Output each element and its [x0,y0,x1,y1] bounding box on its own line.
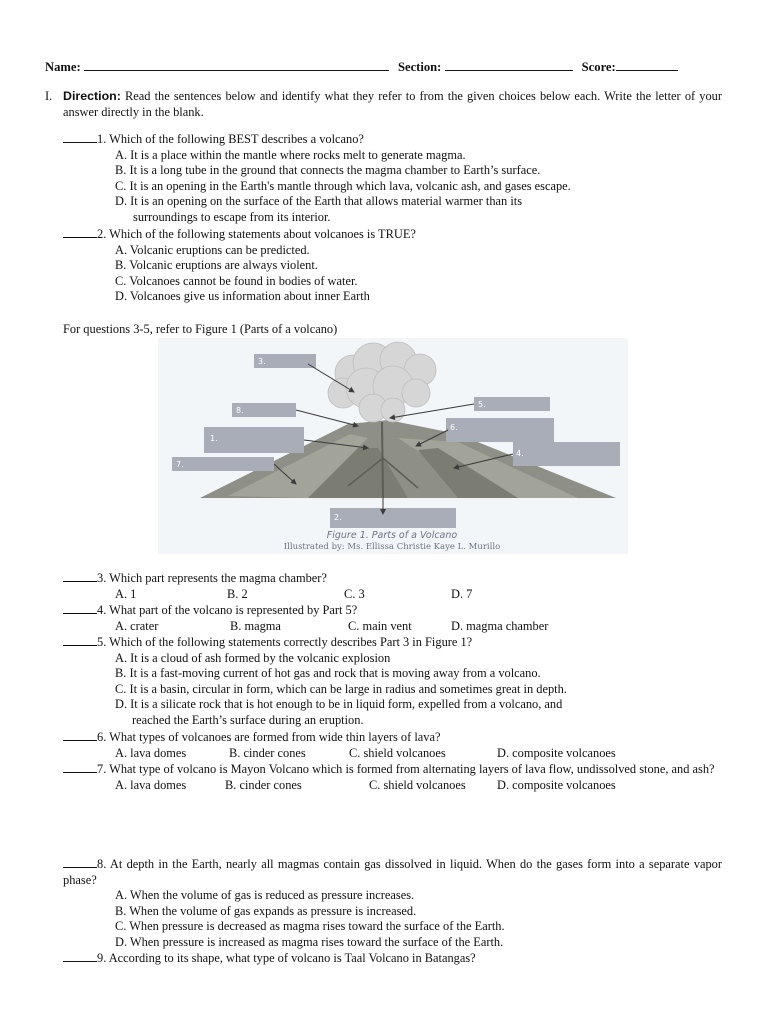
question-9-stem: 9. According to its shape, what type of volcano is Taal Volcano in Batangas? [97,951,476,965]
choice-a: A. crater [115,618,159,633]
name-blank[interactable] [84,59,389,71]
choice-a: A. When the volume of gas is reduced as pressure increases. [115,888,415,903]
figure-label-7: 7. [176,460,184,469]
figure-credit: Illustrated by: Ms. Ellissa Christie Kaye L. Murillo [283,542,501,552]
label-box-2 [330,508,456,528]
choice-c: C. Volcanoes cannot be found in bodies of water. [115,273,358,288]
question-3-stem: 3. Which part represents the magma chamber? [97,571,327,585]
choice-a: A. Volcanic eruptions can be predicted. [115,242,310,257]
answer-blank-8[interactable] [63,856,97,868]
answer-blank-2[interactable] [63,226,97,238]
section-blank[interactable] [445,59,573,71]
choice-d-continuation: reached the Earth’s surface during an eruption. [132,712,364,727]
section-label: Section: [397,60,442,74]
question-2-stem: 2. Which of the following statements about volcanoes is TRUE? [97,227,416,241]
question-7-stem: 7. What type of volcano is Mayon Volcano which is formed from alternating layers of lava flow, undissolved stone, and ash? [97,762,715,776]
question-6 [63,729,722,762]
score-blank[interactable] [616,59,678,71]
choice-c: C. shield volcanoes [369,777,466,792]
question-6-choices [115,746,722,762]
volcano-diagram [158,338,628,554]
question-8-choices [115,888,722,950]
score-label: Score: [581,60,616,74]
answer-blank-5[interactable] [63,634,97,646]
figure-label-3: 3. [258,357,266,366]
answer-blank-1[interactable] [63,131,97,143]
choice-d: D. composite volcanoes [497,777,616,792]
question-7 [63,761,722,794]
answer-blank-6[interactable] [63,729,97,741]
figure-label-5: 5. [478,400,486,409]
question-5-stem: 5. Which of the following statements correctly describes Part 3 in Figure 1? [97,635,473,649]
choice-d-text: D. It is a silicate rock that is hot enough to be in liquid form, expelled from a volcano, and [115,697,563,712]
directions-text [63,89,722,120]
choice-b: B. Volcanic eruptions are always violent. [115,258,318,273]
question-8-stem: 8. At depth in the Earth, nearly all magmas contain gas dissolved in liquid. When do the gases form into a separate vapor phase? [63,857,722,887]
part-one-directions [45,89,722,120]
choice-d-continuation: surroundings to escape from its interior. [133,209,331,224]
figure-intro: For questions 3-5, refer to Figure 1 (Parts of a volcano) [63,322,338,336]
choice-d [115,194,722,225]
question-9 [63,950,722,967]
choice-d: D. magma chamber [451,618,549,633]
choice-c: C. main vent [348,618,412,633]
choice-c: C. 3 [344,586,365,601]
choice-b: B. When the volume of gas expands as pressure is increased. [115,903,417,918]
choice-d: D. When pressure is increased as magma rises toward the surface of the Earth. [115,934,504,949]
question-1 [63,131,722,226]
question-2 [63,226,722,305]
question-7-choices [115,778,722,794]
question-8 [63,856,722,951]
label-box-7 [172,457,274,471]
question-4-stem: 4. What part of the volcano is represented by Part 5? [97,603,358,617]
figure-label-1: 1. [210,434,218,443]
answer-blank-9[interactable] [63,950,97,962]
choice-c: C. It is an opening in the Earth's mantle through which lava, volcanic ash, and gases escape. [115,178,571,193]
figure-label-8: 8. [236,406,244,415]
figure-label-6: 6. [450,423,458,432]
choice-c: C. When pressure is decreased as magma rises toward the surface of the Earth. [115,919,505,934]
choice-b: B. It is a long tube in the ground that connects the magma chamber to Earth’s surface. [115,163,541,178]
choice-a: A. lava domes [115,745,187,760]
question-4-choices [115,619,722,635]
choice-b: B. 2 [227,586,248,601]
part-number: I. [45,89,53,103]
label-box-4 [513,442,620,466]
choice-b: B. It is a fast-moving current of hot gas and rock that is moving away from a volcano. [115,666,541,681]
figure-caption: Figure 1. Parts of a Volcano [326,530,458,541]
label-box-6 [446,418,554,442]
choice-a: A. 1 [115,586,137,601]
header-row [45,59,723,76]
choice-b: B. cinder cones [229,745,306,760]
question-2-choices [115,243,722,305]
question-1-stem: 1. Which of the following BEST describes a volcano? [97,132,364,146]
question-3-choices [115,587,722,603]
choice-a: A. It is a cloud of ash formed by the volcanic explosion [115,650,391,665]
question-3 [63,570,722,603]
choice-a: A. It is a place within the mantle where rocks melt to generate magma. [115,147,466,162]
choice-a: A. lava domes [115,777,187,792]
choice-b: B. cinder cones [225,777,302,792]
choice-d-text: D. It is an opening on the surface of the Earth that allows material warmer than its [115,194,523,209]
choice-d: D. Volcanoes give us information about inner Earth [115,289,370,304]
question-5 [63,634,722,729]
direction-label: Direction: [63,89,121,103]
question-6-stem: 6. What types of volcanoes are formed from wide thin layers of lava? [97,730,441,744]
answer-blank-3[interactable] [63,570,97,582]
direction-body: Read the sentences below and identify what they refer to from the given choices below each. Write the letter of your answer directly in the blank. [63,89,722,119]
choice-c: C. shield volcanoes [349,745,446,760]
choice-d: D. 7 [451,586,473,601]
choice-b: B. magma [230,618,281,633]
label-box-1 [204,427,304,453]
name-label: Name: [45,60,81,74]
main-vent [382,422,383,498]
question-5-choices [115,651,722,729]
answer-blank-4[interactable] [63,602,97,614]
figure-label-2: 2. [334,513,342,522]
question-4 [63,602,722,635]
answer-blank-7[interactable] [63,761,97,773]
volcano-figure [158,338,628,554]
choice-d: D. composite volcanoes [497,745,616,760]
choice-c: C. It is a basin, circular in form, which can be large in radius and sometimes great in depth. [115,681,567,696]
figure-label-4: 4. [516,449,524,458]
question-1-choices [115,148,722,226]
choice-d [115,697,722,728]
